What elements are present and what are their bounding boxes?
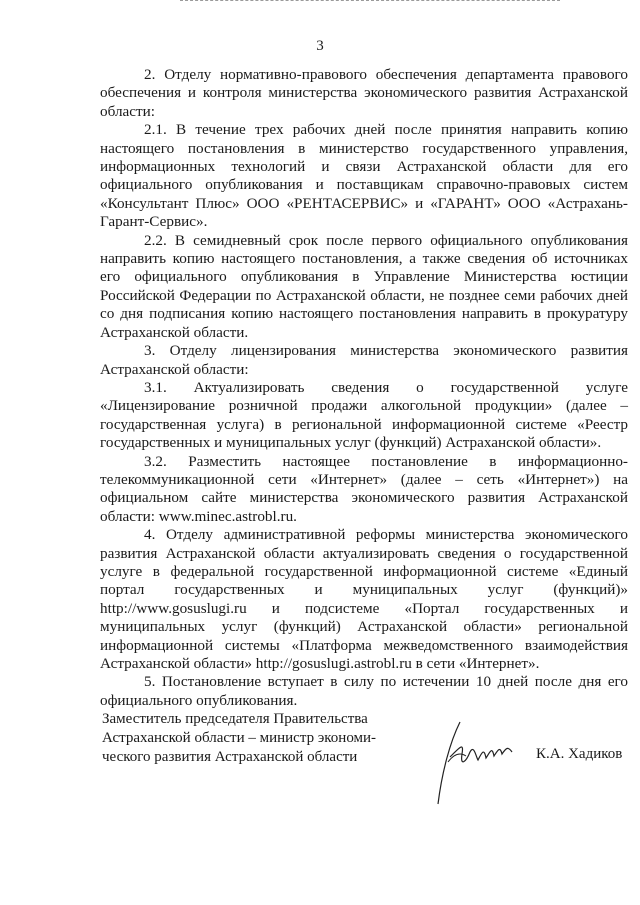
paragraph-2-2: 2.2. В семидневный срок после первого официального опубликования направить копию настоящего постановления, а также сведения об источниках его официального опубликования в Управление Министерства юстиции Российской Федерации по Астраханской области, не позднее семи рабочих дней со дня подписания копию настоящего постановления направить в прокуратуру Астраханской области. <box>100 231 628 341</box>
paragraph-2: 2. Отделу нормативно-правового обеспечения департамента правового обеспечения и контроля министерства экономического развития Астраханской области: <box>100 66 628 120</box>
page-number: 3 <box>316 38 324 54</box>
paragraph-3-2: 3.2. Разместить настоящее постановление в информационно-телекоммуникационной сети «Интернет» (далее – сеть «Интернет») на официальном сайте министерства экономического развития Астраханской области: www.minec.astrobl.ru. <box>100 452 628 525</box>
paragraph-4: 4. Отделу административной реформы министерства экономического развития Астраханской области актуализировать сведения о государственной услуге в федеральной государственной информационной системе «Единый портал государственных и муниципальных услуг (функций)» http://www.gosuslugi.ru и подсистеме «Портал государственных и муниципальных услуг (функций) Астраханской области» региональной информационной системы «Платформа межведомственного взаимодействия Астраханской области» http://gosuslugi.astrobl.ru в сети «Интернет». <box>100 526 628 672</box>
document-body <box>100 66 628 710</box>
paragraph-2-1: 2.1. В течение трех рабочих дней после принятия направить копию настоящего постановления в министерство государственного управления, информационных технологий и связи Астраханской области для его официального опубликования и поставщикам справочно-правовых систем «Консультант Плюс» ООО «РЕНТАСЕРВИС» и «ГАРАНТ» ООО «Астрахань-Гарант-Сервис». <box>100 121 628 231</box>
position-line: Астраханской области – министр экономи- <box>102 730 377 746</box>
handwritten-signature <box>420 712 530 812</box>
paragraph-3: 3. Отделу лицензирования министерства экономического развития Астраханской области: <box>100 342 628 378</box>
signatory-position <box>102 710 402 767</box>
paragraph-3-1: 3.1. Актуализировать сведения о государственной услуге «Лицензирование розничной продажи алкогольной продукции» (далее – государственная услуга) в региональной информационной системе «Реестр государственных и муниципальных услуг (функций) Астраханской области». <box>100 378 628 452</box>
position-line: ческого развития Астраханской области <box>102 749 358 765</box>
paragraph-5: 5. Постановление вступает в силу по истечении 10 дней после дня его официального опубликования. <box>100 673 628 709</box>
scan-edge-line <box>180 0 560 4</box>
signatory-name: К.А. Хадиков <box>536 746 623 762</box>
position-line: Заместитель председателя Правительства <box>102 711 368 727</box>
